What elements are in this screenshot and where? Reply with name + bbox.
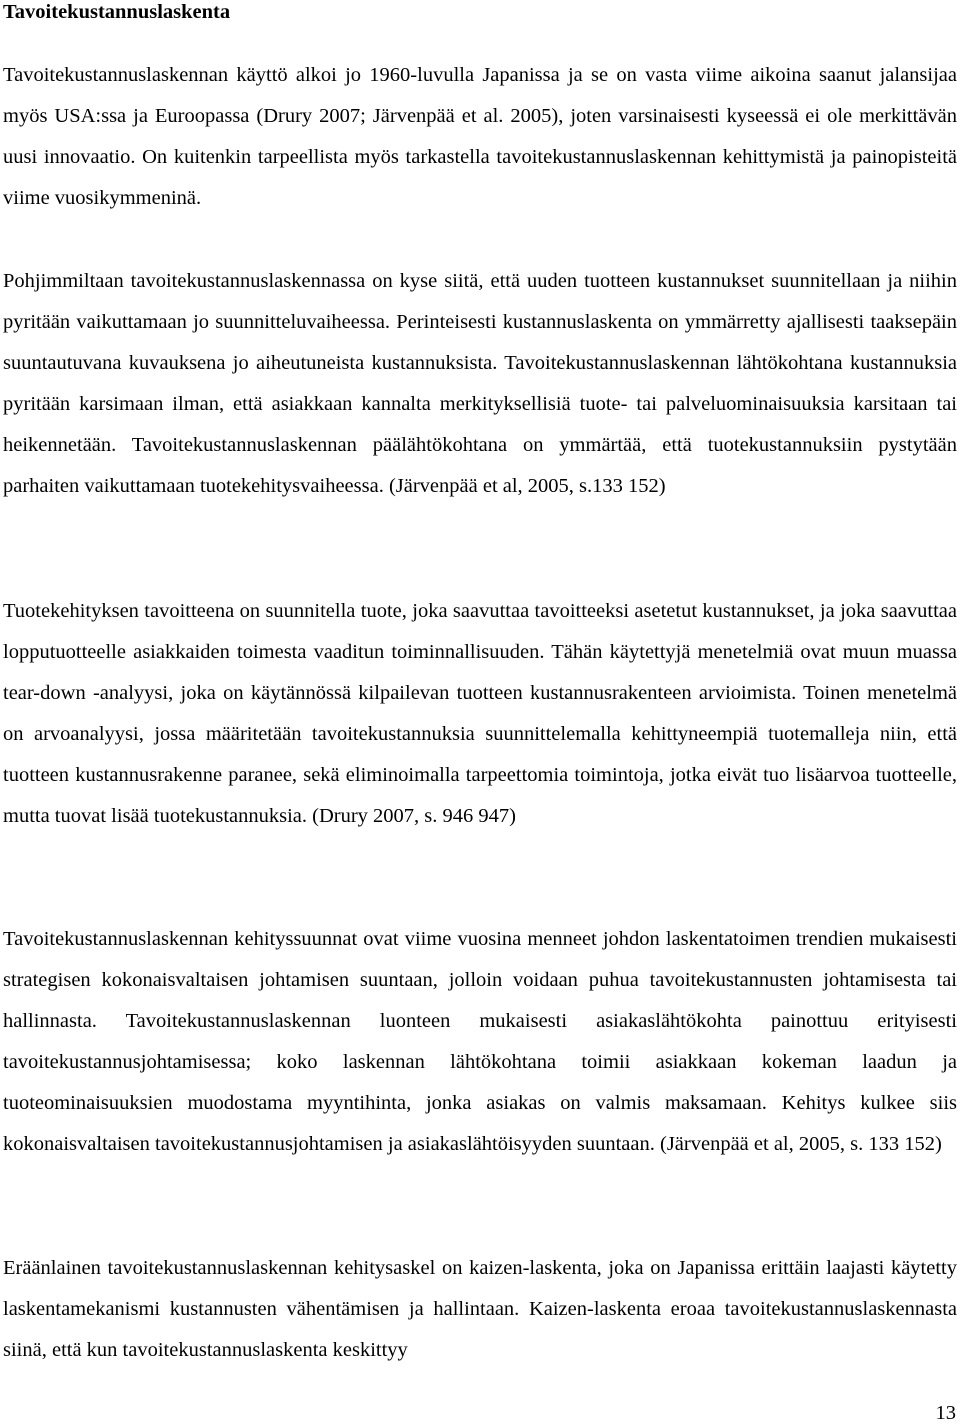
paragraph-4: Tavoitekustannuslaskennan kehityssuunnat ovat viime vuosina menneet johdon laskentatoimen trendien mukaisesti strategisen kokonaisvaltaisen johtamisen suuntaan, jolloin voidaan puhua tavoitekustannusten johtamisesta tai hallinnasta. Tavoitekustannuslaskennan luonteen mukaisesti asiakaslähtökohta painottuu erityisesti tavoitekustannusjohtamisessa; koko laskennan lähtökohtana toimii asiakkaan kokeman laadun ja tuoteominaisuuksien muodostama myyntihinta, jonka asiakas on valmis maksamaan. Kehitys kulkee siis kokonaisvaltaisen tavoitekustannusjohtamisen ja asiakaslähtöisyyden suuntaan. (Järvenpää et al, 2005, s. 133 152) [3, 928, 957, 1155]
paragraph-3: Tuotekehityksen tavoitteena on suunnitella tuote, joka saavuttaa tavoitteeksi asetetut kustannukset, ja joka saavuttaa lopputuotteelle asiakkaiden toimesta vaaditun toiminnallisuuden. Tähän käytettyjä menetelmiä ovat muun muassa tear-down -analyysi, joka on käytännössä kilpailevan tuotteen kustannusrakenteen arvioimista. Toinen menetelmä on arvoanalyysi, jossa määritetään tavoitekustannuksia suunnittelemalla kehittyneempiä tuotemalleja niin, että tuotteen kustannusrakenne paranee, sekä eliminoimalla tarpeettomia toimintoja, jotka eivät tuo lisäarvoa tuotteelle, mutta tuovat lisää tuotekustannuksia. (Drury 2007, s. 946 947) [3, 600, 957, 827]
paragraph-5: Eräänlainen tavoitekustannuslaskennan kehitysaskel on kaizen-laskenta, joka on Japanissa erittäin laajasti käytetty laskentamekanismi kustannusten vähentämisen ja hallintaan. Kaizen-laskenta eroaa tavoitekustannuslaskennasta siinä, että kun tavoitekustannuslaskenta keskittyy [3, 1257, 957, 1361]
paragraph-1: Tavoitekustannuslaskennan käyttö alkoi jo 1960-luvulla Japanissa ja se on vasta viime aikoina saanut jalansijaa myös USA:ssa ja Euroopassa (Drury 2007; Järvenpää et al. 2005), joten varsinaisesti kyseessä ei ole merkittävän uusi innovaatio. On kuitenkin tarpeellista myös tarkastella tavoitekustannuslaskennan kehittymistä ja painopisteitä viime vuosikymmeninä. [3, 64, 957, 209]
document-page [3, 0, 957, 1361]
paragraph-2: Pohjimmiltaan tavoitekustannuslaskennassa on kyse siitä, että uuden tuotteen kustannukset suunnitellaan ja niihin pyritään vaikuttamaan jo suunnitteluvaiheessa. Perinteisesti kustannuslaskenta on ymmärretty ajallisesti taaksepäin suuntautuvana kuvauksena jo aiheutuneista kustannuksista. Tavoitekustannuslaskennan lähtökohtana kustannuksia pyritään karsimaan ilman, että asiakkaan kannalta merkityksellisiä tuote- tai palveluominaisuuksia karsitaan tai heikennetään. Tavoitekustannuslaskennan päälähtökohtana on ymmärtää, että tuotekustannuksiin pystytään parhaiten vaikuttamaan tuotekehitysvaiheessa. (Järvenpää et al, 2005, s.133 152) [3, 270, 957, 497]
page-number: 13 [935, 1402, 956, 1424]
section-heading: Tavoitekustannuslaskenta [3, 1, 231, 23]
